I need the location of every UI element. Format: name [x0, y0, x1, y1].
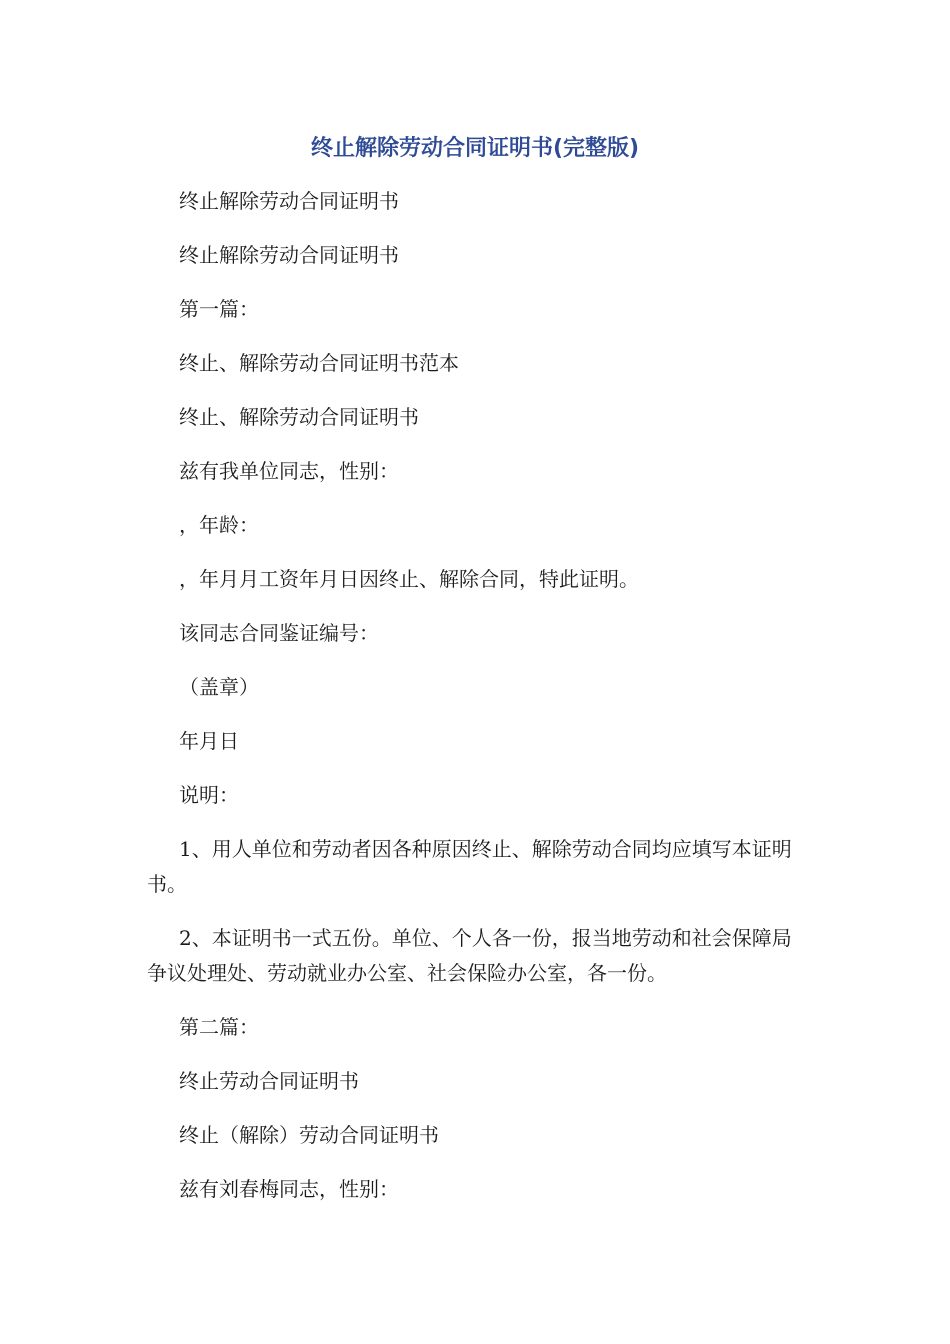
paragraph-17: 终止（解除）劳动合同证明书: [179, 1123, 439, 1147]
paragraph-3: 第一篇：: [179, 297, 259, 321]
paragraph-15: 第二篇：: [179, 1015, 259, 1039]
paragraph-2: 终止解除劳动合同证明书: [179, 243, 399, 267]
paragraph-10: （盖章）: [179, 675, 259, 699]
paragraph-1: 终止解除劳动合同证明书: [179, 189, 399, 213]
paragraph-16: 终止劳动合同证明书: [179, 1069, 359, 1093]
paragraph-6: 兹有我单位同志，性别：: [179, 459, 399, 483]
paragraph-8: ，年月月工资年月日因终止、解除合同，特此证明。: [179, 567, 639, 591]
paragraph-13: 1、用人单位和劳动者因各种原因终止、解除劳动合同均应填写本证明书。: [147, 837, 792, 896]
paragraph-18: 兹有刘春梅同志，性别：: [179, 1177, 399, 1201]
document-title: 终止解除劳动合同证明书(完整版): [310, 136, 640, 161]
paragraph-11: 年月日: [179, 729, 239, 753]
paragraph-14: 2、本证明书一式五份。单位、个人各一份，报当地劳动和社会保障局争议处理处、劳动就业办公室、社会保险办公室，各一份。: [147, 926, 792, 985]
document-body: [147, 184, 807, 1207]
paragraph-4: 终止、解除劳动合同证明书范本: [179, 351, 459, 375]
paragraph-5: 终止、解除劳动合同证明书: [179, 405, 419, 429]
paragraph-12: 说明：: [179, 783, 239, 807]
paragraph-9: 该同志合同鉴证编号：: [179, 621, 379, 645]
paragraph-7: ，年龄：: [179, 513, 259, 537]
